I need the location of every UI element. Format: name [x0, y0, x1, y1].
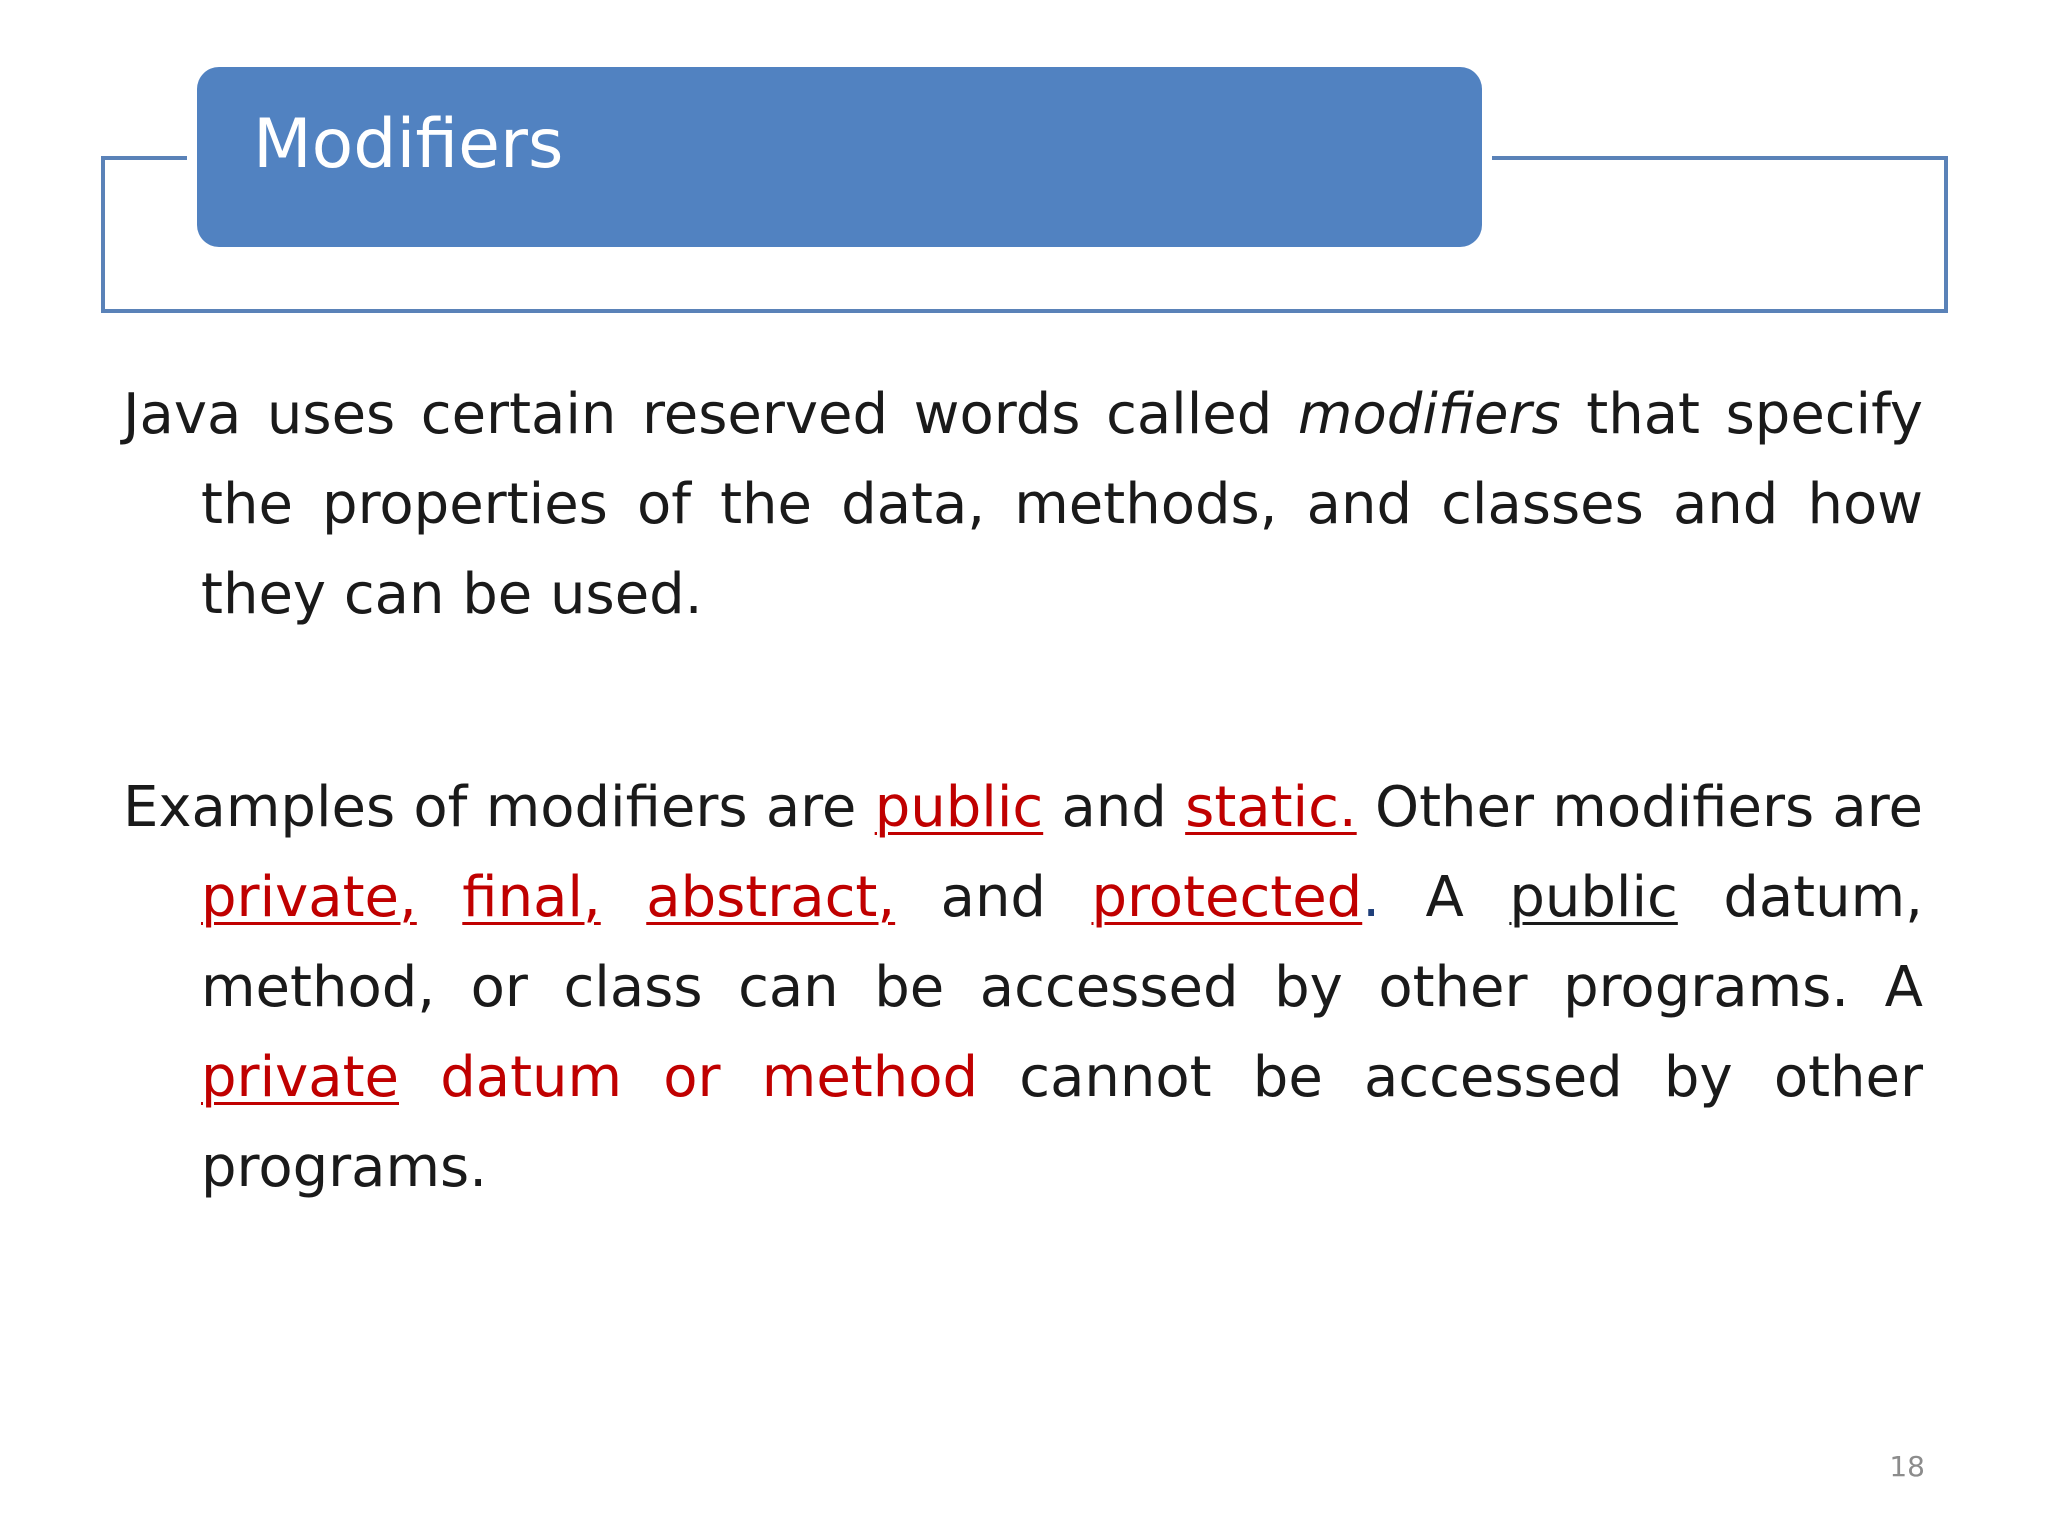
text-segment	[417, 865, 463, 930]
keyword-private-second: private	[201, 1045, 399, 1110]
keyword-abstract: abstract,	[646, 865, 896, 930]
text-segment	[601, 865, 647, 930]
text-segment: Java uses certain reserved words called	[123, 382, 1298, 447]
page-number: 18	[1889, 1450, 1925, 1483]
slide-title: Modifiers	[253, 105, 564, 184]
text-segment: and	[895, 865, 1092, 930]
title-bar	[197, 67, 1482, 247]
keyword-public-underlined: public	[1509, 865, 1678, 930]
paragraph-intro	[123, 370, 1923, 640]
text-segment: Other modifiers are	[1356, 775, 1923, 840]
text-segment: that specify the properties of the data, methods, and classes and how they can be used.	[201, 382, 1923, 627]
period: .	[1362, 865, 1381, 930]
text-segment: cannot be accessed by other programs.	[201, 1045, 1924, 1200]
keyword-protected: protected	[1091, 865, 1363, 930]
red-phrase-datum-or-method: datum or method	[399, 1045, 979, 1110]
paragraph-examples	[123, 763, 1923, 1213]
text-segment: A	[1380, 865, 1510, 930]
text-segment: datum, method, or class can be accessed by other programs. A	[201, 865, 1923, 1020]
text-segment: Examples of modifiers are	[123, 775, 875, 840]
emphasis-modifiers: modifiers	[1297, 382, 1561, 447]
text-segment: and	[1043, 775, 1186, 840]
keyword-private: private,	[201, 865, 417, 930]
keyword-final: final,	[462, 865, 601, 930]
keyword-static: static.	[1185, 775, 1357, 840]
keyword-public: public	[874, 775, 1044, 840]
